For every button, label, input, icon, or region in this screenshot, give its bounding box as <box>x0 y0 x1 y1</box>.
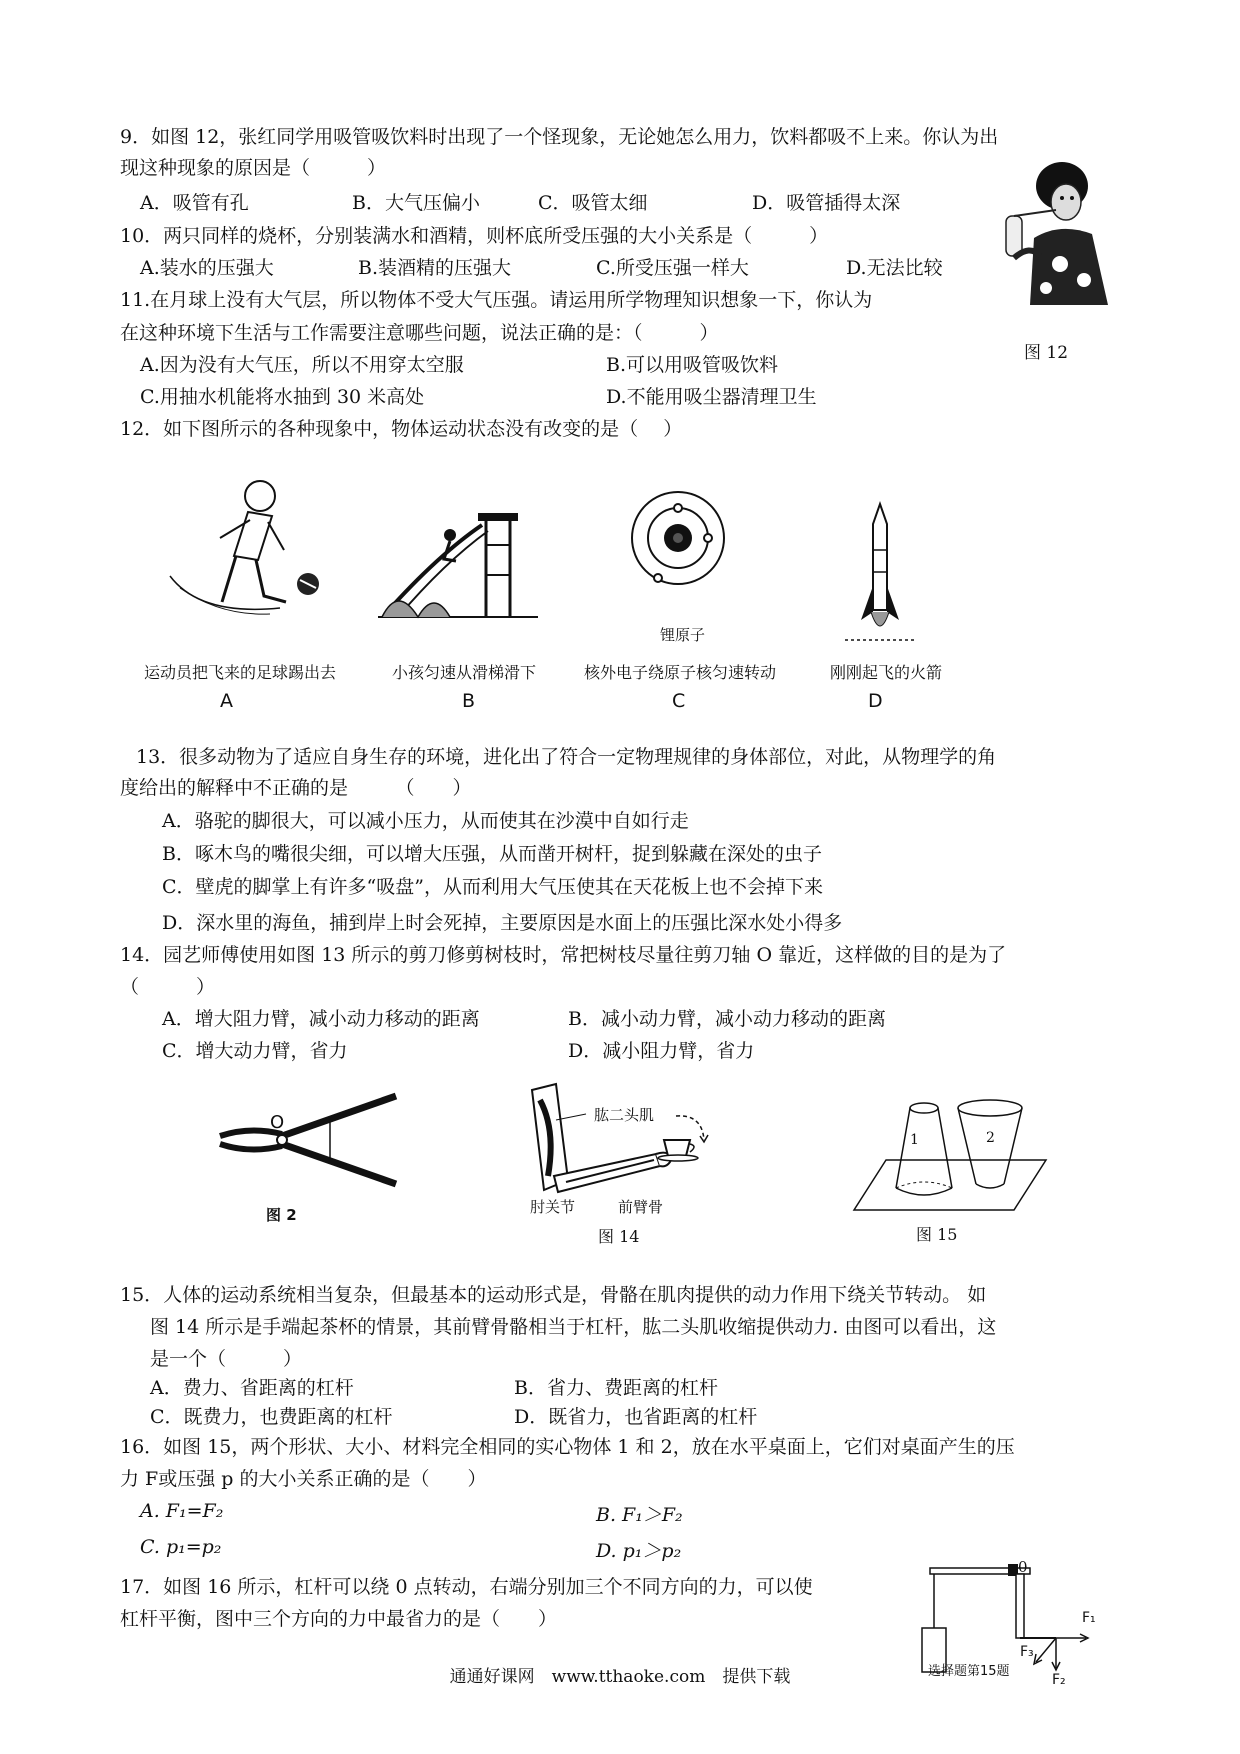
atom-label: 锂原子 <box>660 626 706 644</box>
q14-option-c: C．增大动力臂，省力 <box>162 1040 348 1062</box>
arm-lever-figure <box>526 1080 726 1210</box>
q13-option-d: D．深水里的海鱼，捕到岸上时会死掉，主要原因是水面上的压强比深水处小得多 <box>162 912 843 934</box>
forearm-label: 前臂骨 <box>618 1198 664 1216</box>
q15-stem-line2: 图 14 所示是手端起茶杯的情景，其前臂骨骼相当于杠杆，肱二头肌收缩提供动力. 由图可以看出，这 <box>150 1316 997 1338</box>
q14-stem-line1: 14．园艺师傅使用如图 13 所示的剪刀修剪树枝时，常把树枝尽量往剪刀轴 O 靠近，这样做的目的是为了 <box>120 944 1007 966</box>
q14-option-a: A．增大阻力臂，减小动力移动的距离 <box>162 1008 480 1030</box>
q10-option-c: C.所受压强一样大 <box>596 257 749 279</box>
q15-option-b: B．省力、费距离的杠杆 <box>514 1377 718 1399</box>
q10-option-a: A.装水的压强大 <box>140 257 274 279</box>
q12-letter-c: C <box>672 690 686 712</box>
q13-option-c: C．壁虎的脚掌上有许多“吸盘”，从而利用大气压使其在天花板上也不会掉下来 <box>162 876 823 898</box>
q12-caption-a: 运动员把飞来的足球踢出去 <box>144 663 337 682</box>
q16-option-a: A. F₁=F₂ <box>140 1500 224 1522</box>
q13-option-a: A．骆驼的脚很大，可以减小压力，从而使其在沙漠中自如行走 <box>162 810 689 832</box>
q14-option-b: B．减小动力臂，减小动力移动的距离 <box>568 1008 886 1030</box>
q12-letter-a: A <box>220 690 233 712</box>
q16-option-b: B. F₁＞F₂ <box>596 1504 683 1526</box>
force-f2-label: F₂ <box>1052 1672 1066 1688</box>
q16-option-c: C. p₁=p₂ <box>140 1536 222 1558</box>
q11-option-a: A.因为没有大气压，所以不用穿太空服 <box>140 354 464 376</box>
q14-stem-line2: （ ） <box>120 976 216 998</box>
elbow-label: 肘关节 <box>530 1198 576 1216</box>
q9-stem-line1: 9．如图 12，张红同学用吸管吸饮料时出现了一个怪现象，无论她怎么用力，饮料都吸不上来。你认为出 <box>120 126 999 148</box>
rocket-figure <box>845 500 915 650</box>
q15-stem-line3: 是一个（ ） <box>150 1348 303 1370</box>
q10-option-d: D.无法比较 <box>846 257 943 279</box>
q11-option-d: D.不能用吸尘器清理卫生 <box>606 386 817 408</box>
q11-stem-line1: 11.在月球上没有大气层，所以物体不受大气压强。请运用所学物理知识想象一下，你认为 <box>120 289 873 311</box>
slide-figure <box>378 505 538 625</box>
q16-stem-line2: 力 F或压强 p 的大小关系正确的是（ ） <box>120 1468 487 1490</box>
fig16-caption: 选择题第15题 <box>928 1664 1010 1679</box>
lever-pivot-label: 0 <box>1018 1558 1028 1576</box>
frustums-figure <box>850 1098 1050 1214</box>
q10-option-b: B.装酒精的压强大 <box>358 257 512 279</box>
q12-caption-c: 核外电子绕原子核匀速转动 <box>584 663 777 682</box>
q9-option-d: D．吸管插得太深 <box>752 192 901 214</box>
q15-option-c: C．既费力，也费距离的杠杆 <box>150 1406 393 1428</box>
q13-option-b: B．啄木鸟的嘴很尖细，可以增大压强，从而凿开树杆，捉到躲藏在深处的虫子 <box>162 843 822 865</box>
q11-option-c: C.用抽水机能将水抽到 30 米高处 <box>140 386 425 408</box>
force-f3-label: F₃ <box>1020 1644 1034 1660</box>
q11-stem-line2: 在这种环境下生活与工作需要注意哪些问题，说法正确的是：（ ） <box>120 322 719 344</box>
q17-stem-line2: 杠杆平衡，图中三个方向的力中最省力的是（ ） <box>120 1608 558 1630</box>
q17-stem-line1: 17．如图 16 所示，杠杆可以绕 0 点转动，右端分别加三个不同方向的力，可以使 <box>120 1576 813 1598</box>
frustum-2-label: 2 <box>986 1130 995 1146</box>
girl-drinking-figure <box>1000 160 1112 305</box>
lithium-atom-figure <box>628 486 728 596</box>
fig14-caption: 图 14 <box>598 1227 640 1246</box>
q15-option-d: D．既省力，也省距离的杠杆 <box>514 1406 758 1428</box>
fig15-caption: 图 15 <box>916 1225 958 1244</box>
soccer-kick-figure <box>160 476 330 621</box>
q14-option-d: D．减小阻力臂，省力 <box>568 1040 755 1062</box>
q13-stem-line2: 度给出的解释中不正确的是 （ ） <box>120 777 472 799</box>
q16-stem-line1: 16．如图 15，两个形状、大小、材料完全相同的实心物体 1 和 2，放在水平桌面上，它们对桌面产生的压 <box>120 1436 1015 1458</box>
q9-option-a: A．吸管有孔 <box>140 192 249 214</box>
q11-option-b: B.可以用吸管吸饮料 <box>606 354 779 376</box>
q15-stem-line1: 15．人体的运动系统相当复杂，但最基本的运动形式是，骨骼在肌肉提供的动力作用下绕关节转动。 如 <box>120 1284 987 1306</box>
fig12-caption: 图 12 <box>1024 343 1069 363</box>
biceps-label: 肱二头肌 <box>594 1106 655 1124</box>
q16-option-d: D. p₁＞p₂ <box>596 1540 682 1562</box>
q10-stem: 10．两只同样的烧杯，分别装满水和酒精，则杯底所受压强的大小关系是（ ） <box>120 225 829 247</box>
q9-option-b: B．大气压偏小 <box>352 192 480 214</box>
q13-stem-line1: 13．很多动物为了适应自身生存的环境，进化出了符合一定物理规律的身体部位，对此，从物理学的角 <box>136 746 997 768</box>
q12-stem: 12．如下图所示的各种现象中，物体运动状态没有改变的是（ ） <box>120 418 683 440</box>
q15-option-a: A．费力、省距离的杠杆 <box>150 1377 354 1399</box>
q12-letter-b: B <box>462 690 476 712</box>
q9-option-c: C．吸管太细 <box>538 192 648 214</box>
frustum-1-label: 1 <box>910 1132 919 1148</box>
scissors-caption: 图 2 <box>266 1206 297 1224</box>
q12-letter-d: D <box>868 690 883 712</box>
footer-download-note: 通通好课网 www.tthaoke.com 提供下载 <box>449 1667 791 1687</box>
scissors-figure <box>210 1090 410 1200</box>
q12-caption-d: 刚刚起飞的火箭 <box>830 663 943 682</box>
scissors-pivot-label: O <box>270 1112 285 1133</box>
q9-stem-line2: 现这种现象的原因是（ ） <box>120 157 387 179</box>
force-f1-label: F₁ <box>1082 1610 1096 1626</box>
q12-caption-b: 小孩匀速从滑梯滑下 <box>392 663 537 682</box>
